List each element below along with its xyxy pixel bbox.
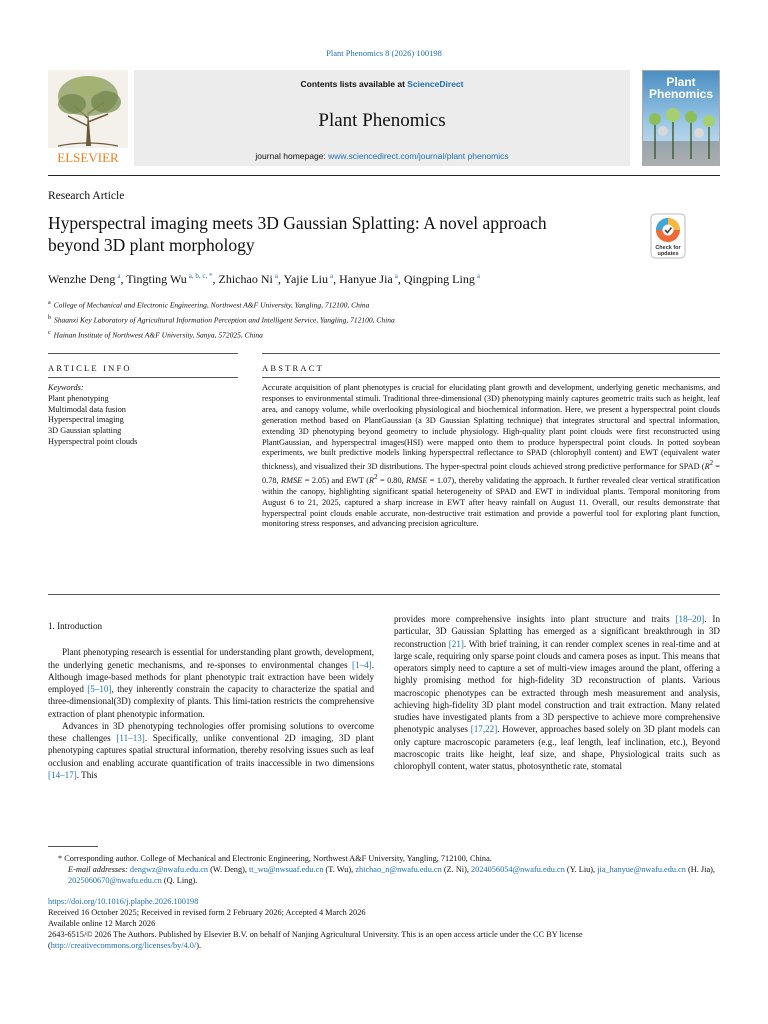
keyword: 3D Gaussian splatting <box>48 426 122 436</box>
article-title <box>48 212 608 256</box>
body-column-left <box>48 620 374 781</box>
publisher-name: ELSEVIER <box>57 150 119 165</box>
affiliation-key: c <box>48 329 51 336</box>
elsevier-tree-icon <box>48 70 128 166</box>
license-link[interactable]: http://creativecommons.org/licenses/by/4.0/ <box>50 941 197 951</box>
journal-citation[interactable]: Plant Phenomics 8 (2026) 100198 <box>326 48 442 58</box>
abstract-eq-a: = 0.78, <box>262 462 720 485</box>
author[interactable] <box>219 272 284 286</box>
journal-banner <box>134 70 630 166</box>
intro-p2-text-1: Advances in 3D phenotyping technologies offer promising solutions to overcome these challenges <box>48 720 374 743</box>
author-affiliation-marker[interactable]: a <box>329 272 334 280</box>
section-heading-introduction: 1. Introduction <box>48 621 103 631</box>
cover-title-line1: Plant <box>666 75 696 89</box>
author-separator: , <box>212 272 219 286</box>
check-updates-label-1: Check for <box>655 245 681 251</box>
abstract-eq-b: = 0.80, <box>377 475 407 485</box>
author-affiliation-marker[interactable]: a <box>394 272 398 280</box>
footnotes <box>48 853 720 952</box>
affiliation-key: b <box>48 314 51 321</box>
intro-right-text-4: . However, approaches based solely on 3D plant models can only capture macroscopic parameters (e.g., leaf length, leaf inclination, etc.), Beyond macroscopic traits like height, leaf size, and shape, Physiological traits such as chlorophyll content, water status, photosynthetic rate, stomatal <box>394 724 720 771</box>
footnote-rule <box>48 846 98 847</box>
author[interactable] <box>404 272 480 286</box>
intro-p2-text-2: . Specifically, unlike conventional 2D imaging, 3D plant phenotyping captures spatial structural information, thereby resolving issues such as leaf occlusion and enabling accurate quantification of traits inaccessible in two dimensions <box>48 733 374 768</box>
author-name[interactable]: Wenzhe Deng <box>48 272 116 286</box>
email-addresses <box>48 864 720 886</box>
author-separator: , <box>277 272 284 286</box>
journal-cover-thumbnail[interactable] <box>642 70 720 166</box>
author-affiliation-marker[interactable]: a, b, c, * <box>188 272 213 280</box>
affiliation-list <box>48 297 395 341</box>
check-updates-label-2: updates <box>657 251 679 257</box>
affiliation <box>48 327 395 342</box>
author[interactable] <box>284 272 340 286</box>
intro-p1-text-3: , they inherently constrain the capacity to characterize the spatial and three-dimensional(3D) complexity of plants. This limi-tation restricts the comprehensive extraction of plant phenotypic information. <box>48 684 374 719</box>
email-label: E-mail addresses: <box>68 865 128 875</box>
email-owner: (H. Jia), <box>685 865 715 875</box>
affiliation-text: College of Mechanical and Electronic Engineering, Northwest A&F University, Yangling, 712100, China <box>53 300 370 310</box>
author-name[interactable]: Tingting Wu <box>126 272 187 286</box>
homepage-line <box>134 151 630 161</box>
corresponding-author-note <box>48 853 720 864</box>
intro-right-text-3: . With brief training, it can render complex scenes in real-time and at large scale, requiring only sparse point clouds and camera poses as input. This means that operators simply need to capture a set of multi-view images around the plant, offering a highly promising method for high-fidelity 3D reconstruction of plants. Various macroscopic phenotypes can be extracted through mesh measurement and analysis, achieving high-fidelity 3D plant model construction and trait extraction. Many related studies have investigated plants from a 3D perspective to achieve more comprehensive phenotypic analyses <box>394 638 720 735</box>
author-list <box>48 272 480 287</box>
author-name[interactable]: Qingping Ling <box>403 272 475 286</box>
intro-right-text-1: provides more comprehensive insights into plant structure and traits <box>394 614 676 624</box>
header-rule <box>48 175 720 176</box>
email-owner: (Y. Liu), <box>564 865 598 875</box>
ref-link[interactable]: [11–13] <box>116 733 145 743</box>
author-affiliation-marker[interactable]: a <box>117 272 121 280</box>
affiliation-text: Shaanxi Key Laboratory of Agricultural Information Perception and Intelligent Service, Yangling, 712100, China <box>54 315 395 325</box>
ref-link[interactable]: [5–10] <box>87 684 112 694</box>
intro-paragraph-2 <box>48 720 374 781</box>
intro-p1-text-2: . Although image-based methods for plant phenotypic trait extraction have been widely employed <box>48 659 374 694</box>
author-affiliation-marker[interactable]: a <box>476 272 480 280</box>
author-separator: , <box>397 272 404 286</box>
email-owner: (W. Deng), <box>208 865 249 875</box>
author[interactable] <box>339 272 404 286</box>
ref-link[interactable]: [21] <box>448 638 464 649</box>
title-line-1: Hyperspectral imaging meets 3D Gaussian Splatting: A novel approach <box>48 213 547 233</box>
homepage-prefix: journal homepage: <box>255 151 329 161</box>
intro-paragraph-1 <box>48 646 374 720</box>
abstract-text: Accurate acquisition of plant phenotypes is crucial for elucidating plant growth and development, underlying genetic mechanisms, and responses to environmental stimuli. Traditional three-dimensional (3D) phenotyping mainly captures geometric traits such as height, leaf area, and canopy volume, while overlooking physiological and biochemical information. Here, we present a hyperspectral point clouds generation method based on PlantGaussian (a 3D Gaussian Splatting technique) that integrates structural and spectral information, extending 3D phenotyping beyond geometry to include physiology. High-quality plant point clouds were first reconstructed using PlantGaussian, and hyperspectral images(HSI) were mapped onto them to produce hyperspectral point clouds. In potted soybean experiments, we built predictive models linking hyperspectral reflectance to SPAD (chlorophyll content) and EWT (equivalent water thickness), and visualized their 3D distributions. The hyper-spectral point clouds achieved strong predictive performance for SPAD ($R^2 = 0.78$, RMSE = 2.05) and EWT ($R^2 = 0.80$, RMSE = 1.07), thereby validating the approach. It further revealed clear vertical stratification within the canopy, highlighting significant spatial heterogeneity of SPAD and EWT in individual plants. Temporal monitoring from August 6 to 21, 2025, captured a sharp increase in EWT after heavy rainfall on August 11. Overall, our results demonstrate that hyperspectral point clouds enable accurate, non-destructive trait estimation and provide a powerful tool for exploring plant function, monitoring stress responses, and advancing precision agriculture. <box>262 383 720 529</box>
abstract-rmse-a: RMSE <box>281 475 303 485</box>
article-type: Research Article <box>48 190 125 202</box>
sciencedirect-link[interactable]: ScienceDirect <box>407 79 464 89</box>
elsevier-logo[interactable] <box>48 70 128 166</box>
ref-link[interactable]: [1–4] <box>352 659 372 670</box>
license-end: ). <box>196 941 202 951</box>
author-name[interactable]: Zhichao Ni <box>218 272 273 286</box>
ref-link[interactable]: [14–17] <box>48 769 77 780</box>
author-name[interactable]: Yajie Liu <box>283 272 328 286</box>
email-owner: (Z. Ni), <box>441 865 472 875</box>
author-affiliation-marker[interactable]: a <box>274 272 278 280</box>
author[interactable] <box>48 272 126 286</box>
author-separator: , <box>333 272 340 286</box>
corr-text: Corresponding author. College of Mechanical and Electronic Engineering, Northwest A&F University, Yangling, 712100, China. <box>62 854 492 863</box>
keyword: Plant phenotyping <box>48 393 109 403</box>
abstract-rmse-b: RMSE <box>406 475 428 485</box>
intro-p1-text-1: Plant phenotyping research is essential for understanding plant growth, development, the underlying genetic mechanisms, and re-sponses to environmental changes <box>48 647 374 670</box>
article-info-rule-top <box>48 353 238 354</box>
affiliation-text: Hainan Institute of Northwest A&F University, Sanya, 572025, China <box>53 330 263 340</box>
keyword: Multimodal data fusion <box>48 404 126 414</box>
abstract-val-a: = 2.05) and EWT ( <box>302 475 369 485</box>
keyword: Hyperspectral point clouds <box>48 436 138 446</box>
keywords-label: Keywords: <box>48 383 84 392</box>
email-owner: (T. Wu), <box>323 865 356 875</box>
ref-link[interactable]: [18–20] <box>675 614 705 624</box>
abstract-rule <box>262 377 720 378</box>
email-link[interactable]: 2025060670@nwafu.edu.cn <box>68 876 162 886</box>
check-updates-icon <box>650 213 686 259</box>
author[interactable] <box>126 272 218 286</box>
abstract-bottom-rule <box>48 594 720 595</box>
check-for-updates-button[interactable] <box>650 213 686 259</box>
author-name[interactable]: Hanyue Jia <box>339 272 393 286</box>
affiliation <box>48 312 395 327</box>
journal-header <box>48 70 720 170</box>
email-link[interactable]: tt_wu@nwsuaf.edu.cn <box>249 865 324 875</box>
abstract-rule-top <box>262 353 720 354</box>
available-online: Available online 12 March 2026 <box>48 919 156 929</box>
license-text: 2643-6515/© 2026 The Authors. Published by Elsevier B.V. on behalf of Nanjing Agricultural University. This is an open access article under the CC BY license ( <box>48 930 583 951</box>
email-link[interactable]: jia_hanyue@nwafu.edu.cn <box>597 865 686 875</box>
received-dates: Received 16 October 2025; Received in revised form 2 February 2026; Accepted 4 March 2026 <box>48 907 366 917</box>
homepage-link[interactable]: www.sciencedirect.com/journal/plant phenomics <box>328 151 509 161</box>
intro-p2-text-3: . This <box>76 769 98 780</box>
doi-link[interactable]: https://doi.org/10.1016/j.plaphe.2026.100198 <box>48 896 199 906</box>
intro-right-text-2: . In particular, 3D Gaussian Splatting has emerged as a significant breakthrough in 3D reconstruction <box>394 614 721 649</box>
cover-title-line2: Phenomics <box>648 87 714 101</box>
corr-mark: * <box>58 854 63 863</box>
contents-prefix: Contents lists available at <box>300 79 408 89</box>
email-link[interactable]: zhichao_n@nwafu.edu.cn <box>355 865 442 875</box>
affiliation <box>48 297 395 312</box>
intro-paragraph-2-cont <box>394 613 720 772</box>
abstract-r2-a: R <box>704 462 710 472</box>
keyword-list <box>48 394 238 448</box>
contents-line <box>134 79 630 89</box>
keyword: Hyperspectral imaging <box>48 415 124 425</box>
ref-link[interactable]: [17,22] <box>470 724 498 735</box>
email-link[interactable]: 2024056054@nwafu.edu.cn <box>471 865 565 875</box>
email-owner: (Q. Ling). <box>161 876 198 886</box>
license-statement <box>48 929 720 951</box>
article-info-rule <box>48 377 238 378</box>
cover-plants-icon <box>643 71 720 166</box>
article-info-heading: ARTICLE INFO <box>48 363 132 373</box>
keywords-block <box>48 383 238 448</box>
affiliation-key: a <box>48 300 51 306</box>
email-link[interactable]: dengwz@nwafu.edu.cn <box>129 865 209 875</box>
body-column-right <box>394 613 720 772</box>
abstract-heading: ABSTRACT <box>262 363 324 373</box>
abstract-part2: = 1.07), thereby validating the approach. It further revealed clear vertical stratification within the canopy, highlighting significant spatial heterogeneity of SPAD and EWT in individual plants. Temporal monitoring from August 6 to 21, 2025, captured a sharp increase in EWT after heavy rainfall on August 11. Overall, our results demonstrate that hyperspectral point clouds enable accurate, non-destructive trait estimation and provide a powerful tool for exploring plant function, monitoring stress responses, and advancing precision agriculture. <box>262 475 720 529</box>
abstract-part1: Accurate acquisition of plant phenotypes is crucial for elucidating plant growth and development, underlying genetic mechanisms, and responses to environmental stimuli. Traditional three-dimensional (3D) phenotyping mainly captures geometric traits such as height, leaf area, and canopy volume, while overlooking physiological and biochemical information. Here, we present a hyperspectral point clouds generation method based on PlantGaussian (a 3D Gaussian Splatting technique) that integrates structural and spectral information, extending 3D phenotyping beyond geometry to include physiology. High-quality plant point clouds were first reconstructed using PlantGaussian, and hyperspectral images(HSI) were mapped onto them to produce hyperspectral point clouds. In potted soybean experiments, we built predictive models linking hyperspectral reflectance to SPAD (chlorophyll content) and EWT (equivalent water thickness), and visualized their 3D distributions. The hyper-spectral point clouds achieved strong predictive performance for SPAD ( <box>262 383 720 472</box>
abstract-r2-b: R <box>368 475 375 485</box>
title-line-2: beyond 3D plant morphology <box>48 235 255 255</box>
author-separator: , <box>120 272 127 286</box>
journal-title: Plant Phenomics <box>318 110 446 131</box>
